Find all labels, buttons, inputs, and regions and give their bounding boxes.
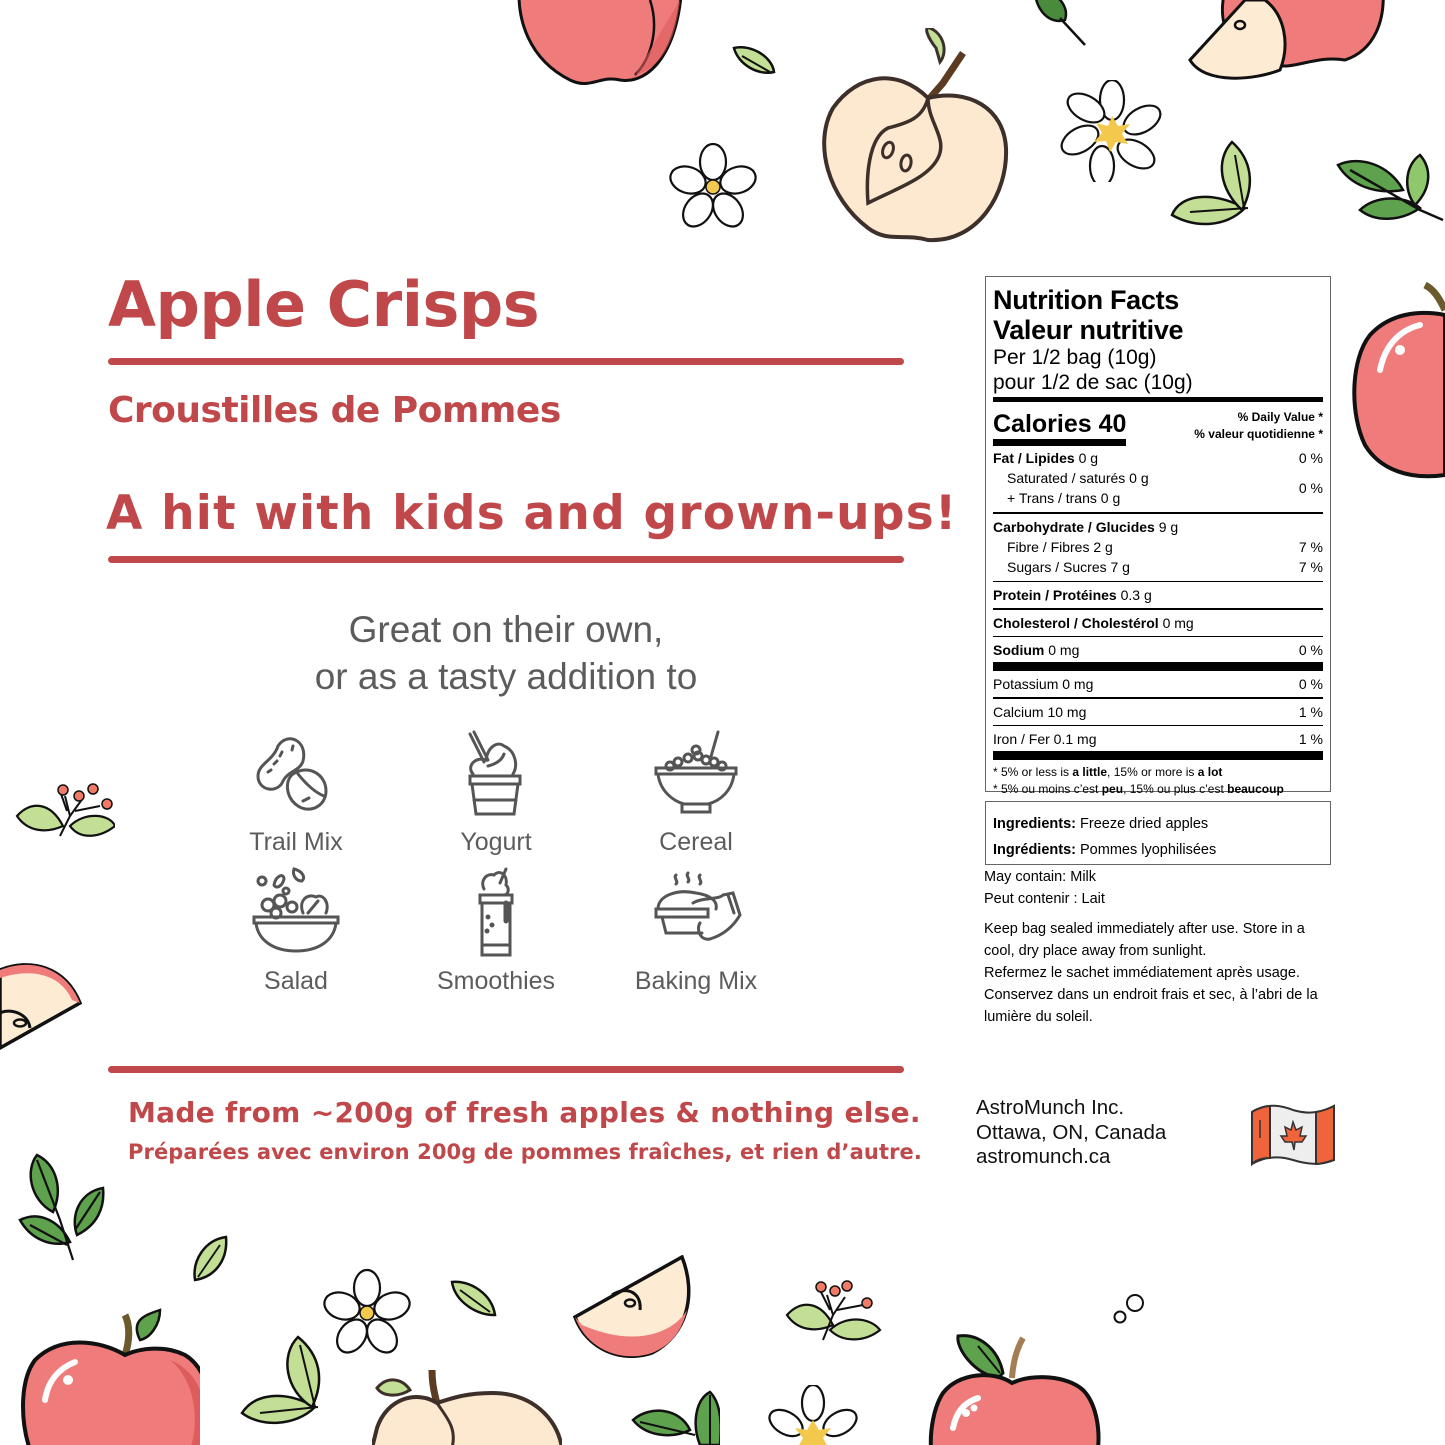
sodium-dv: 0 % xyxy=(1298,642,1323,658)
use-baking-mix xyxy=(596,865,796,996)
divider xyxy=(993,512,1323,514)
footnote-en: * 5% or less is a little, 15% or more is a lot xyxy=(993,765,1223,779)
company-location: Ottawa, ON, Canada xyxy=(976,1120,1167,1144)
potassium-label: Potassium 0 mg xyxy=(993,676,1094,692)
sugars-label: Sugars / Sucres 7 g xyxy=(1007,558,1130,575)
ingredients-fr: Ingrédients: Pommes lyophilisées xyxy=(993,842,1217,858)
tagline: A hit with kids and grown-ups! xyxy=(106,486,958,541)
use-label: Smoothies xyxy=(436,967,556,995)
cereal-bowl-icon xyxy=(648,726,744,822)
row-iron xyxy=(993,729,1323,749)
cholesterol-amount: 0 mg xyxy=(1162,614,1194,631)
row-cholesterol xyxy=(993,613,1323,633)
use-cereal xyxy=(596,726,796,857)
tagline-divider xyxy=(108,556,904,563)
storage-en-1: Keep bag sealed immediately after use. Store in a xyxy=(984,921,1305,937)
fat-label: Fat / Lipides xyxy=(993,450,1075,466)
footnote-fr: * 5% ou moins c’est peu, 15% ou plus c’est beaucoup xyxy=(993,782,1284,796)
use-label: Salad xyxy=(264,967,328,995)
use-smoothies xyxy=(396,865,596,996)
nutrition-heading-fr: Valeur nutritive xyxy=(993,315,1184,345)
nutrition-heading-en: Nutrition Facts xyxy=(993,285,1180,315)
serving-size-fr: pour 1/2 de sac (10g) xyxy=(993,371,1193,394)
nutrition-facts-table xyxy=(985,276,1331,796)
divider xyxy=(993,636,1323,638)
leaf-small-icon xyxy=(730,42,780,82)
use-trail-mix xyxy=(196,726,396,857)
usage-suggestions-grid xyxy=(196,726,800,996)
yogurt-icon xyxy=(448,726,544,822)
apple-bottom-left-illustration xyxy=(20,1300,200,1445)
serving-size-en: Per 1/2 bag (10g) xyxy=(993,346,1157,369)
calcium-dv: 1 % xyxy=(1298,703,1323,720)
company-name: AstroMunch Inc. xyxy=(976,1096,1125,1119)
berries-sprig-icon xyxy=(15,776,115,846)
nuts-icon xyxy=(248,726,344,822)
made-from-en: Made from ~200g of fresh apples & nothing else. xyxy=(128,1096,921,1129)
storage-en-2: cool, dry place away from sunlight. xyxy=(984,943,1207,959)
calories-row xyxy=(993,406,1323,448)
leaves-sprig-bottom-icon xyxy=(240,1335,330,1425)
allergen-storage-notes xyxy=(984,866,1344,1028)
fat-dv: 0 % xyxy=(1298,450,1323,466)
sodium-amount: 0 mg xyxy=(1048,642,1080,658)
row-carbohydrate xyxy=(993,517,1323,537)
apple-slice-top-right-illustration xyxy=(1185,0,1390,100)
flower-bottom-icon xyxy=(322,1268,412,1358)
calcium-label: Calcium 10 mg xyxy=(993,703,1087,720)
flower-yellow-center-icon xyxy=(1058,80,1166,182)
cholesterol-label: Cholesterol / Cholestérol xyxy=(993,614,1159,631)
use-salad xyxy=(196,865,396,996)
fibre-label: Fibre / Fibres 2 g xyxy=(1007,538,1113,555)
row-sugars xyxy=(993,557,1323,577)
sodium-label: Sodium xyxy=(993,642,1045,658)
sugars-dv: 7 % xyxy=(1298,558,1323,575)
apple-bottom-right-illustration xyxy=(928,1328,1108,1445)
leaves-sprig-bottom-left-icon xyxy=(15,1150,105,1265)
carb-amount: 9 g xyxy=(1158,518,1179,535)
iron-dv: 1 % xyxy=(1298,731,1323,747)
protein-amount: 0.3 g xyxy=(1120,587,1152,603)
calories-label: Calories 40 xyxy=(993,406,1126,446)
sat-trans-dv: 0 % xyxy=(1298,480,1323,496)
bottom-divider xyxy=(108,1066,904,1073)
baking-oven-mitt-icon xyxy=(648,865,744,961)
intro-line-1: Great on their own, xyxy=(348,609,664,650)
berries-sprig-bottom-icon xyxy=(785,1275,885,1345)
allergen-en: May contain: Milk xyxy=(984,869,1097,885)
protein-label: Protein / Protéines xyxy=(993,587,1117,603)
title-divider xyxy=(108,358,904,365)
company-website[interactable]: astromunch.ca xyxy=(976,1145,1111,1168)
saturated-label: Saturated / saturés 0 g xyxy=(1007,470,1149,486)
leaf-small-bottom-icon xyxy=(190,1235,232,1285)
daily-value-footnote xyxy=(993,760,1323,798)
intro-text xyxy=(206,606,806,700)
storage-fr-3: lumière du soleil. xyxy=(984,1009,1093,1025)
salad-bowl-icon xyxy=(248,865,344,961)
intro-line-2: or as a tasty addition to xyxy=(314,656,698,697)
apple-right-edge-illustration xyxy=(1350,275,1445,485)
fibre-dv: 7 % xyxy=(1298,538,1323,555)
potassium-dv: 0 % xyxy=(1298,676,1323,692)
dv-header-fr: % valeur quotidienne * xyxy=(1194,427,1323,441)
bubbles-icon xyxy=(1110,1290,1150,1330)
divider xyxy=(993,608,1323,610)
storage-fr-1: Refermez le sachet immédiatement après usage. xyxy=(984,965,1300,981)
thick-divider xyxy=(993,751,1323,760)
iron-label: Iron / Fer 0.1 mg xyxy=(993,731,1097,747)
fat-amount: 0 g xyxy=(1078,450,1099,466)
apple-half-bottom-illustration xyxy=(372,1368,562,1445)
divider xyxy=(993,725,1323,727)
apple-slice-bottom-illustration xyxy=(572,1255,694,1360)
row-fibre xyxy=(993,537,1323,557)
divider xyxy=(993,697,1323,699)
leaves-sprig-icon xyxy=(1170,140,1260,230)
ingredients-en: Ingredients: Freeze dried apples xyxy=(993,816,1209,832)
trans-label: + Trans / trans 0 g xyxy=(1007,490,1121,506)
leaf-dark-icon xyxy=(1030,0,1090,50)
flower-yellow-bottom-icon xyxy=(768,1385,858,1445)
row-calcium xyxy=(993,702,1323,722)
apple-half-top-illustration xyxy=(818,28,1014,248)
flower-icon xyxy=(668,142,758,232)
use-label: Baking Mix xyxy=(634,967,758,995)
smoothie-cup-icon xyxy=(448,865,544,961)
use-label: Yogurt xyxy=(460,828,532,856)
product-title: Apple Crisps xyxy=(108,268,540,341)
apple-top-left-illustration xyxy=(510,0,690,100)
made-from-fr: Préparées avec environ 200g de pommes fraîches, et rien d’autre. xyxy=(128,1140,922,1164)
storage-fr-2: Conservez dans un endroit frais et sec, à l’abri de la xyxy=(984,987,1318,1003)
canada-flag-icon xyxy=(1248,1100,1338,1170)
row-sodium xyxy=(993,640,1323,660)
leaves-sprig-bottom-2-icon xyxy=(630,1390,720,1445)
apple-slice-left-edge-illustration xyxy=(0,958,82,1050)
row-saturated-trans xyxy=(993,468,1323,508)
company-info xyxy=(976,1096,1166,1170)
carb-label: Carbohydrate / Glucides xyxy=(993,518,1155,535)
thick-divider xyxy=(993,397,1323,402)
divider xyxy=(993,581,1323,583)
allergen-fr: Peut contenir : Lait xyxy=(984,891,1105,907)
thick-divider xyxy=(993,662,1323,671)
use-yogurt xyxy=(396,726,596,857)
row-fat xyxy=(993,448,1323,468)
use-label: Cereal xyxy=(659,828,733,856)
ingredients-box xyxy=(985,801,1331,865)
row-protein xyxy=(993,585,1323,605)
daily-value-header xyxy=(1194,406,1323,443)
leaf-small-bottom-2-icon xyxy=(450,1280,500,1320)
use-label: Trail Mix xyxy=(249,828,343,856)
row-potassium xyxy=(993,674,1323,694)
product-subtitle-fr: Croustilles de Pommes xyxy=(108,390,561,431)
dv-header-en: % Daily Value * xyxy=(1237,410,1323,424)
leaves-sprig-dark-icon xyxy=(1335,150,1445,230)
